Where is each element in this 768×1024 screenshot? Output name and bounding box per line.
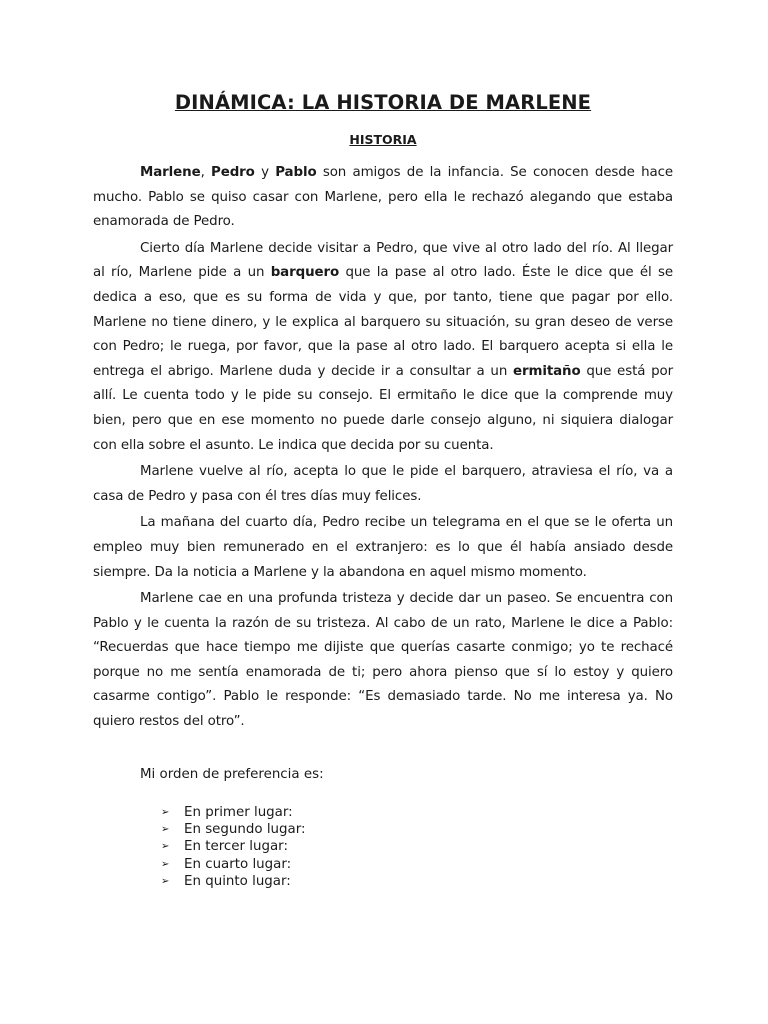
paragraph-1 [93, 161, 673, 235]
text-sep-1: , [200, 165, 211, 180]
preference-intro: Mi orden de preferencia es: [140, 766, 324, 782]
preference-list [161, 804, 673, 891]
preference-item [161, 804, 673, 821]
document-title: DINÁMICA: LA HISTORIA DE MARLENE [174, 91, 592, 114]
paragraph-2-text-a: Cierto día Marlene decide visitar a Pedro, que vive al otro lado del río. Al llegar al río, Marlene pide a un [93, 240, 673, 281]
arrow-bullet-icon: ➢ [161, 858, 170, 870]
section-heading: HISTORIA [349, 132, 417, 147]
document-page [93, 88, 673, 891]
preference-label: En tercer lugar: [184, 839, 288, 855]
preference-item [161, 838, 673, 855]
term-ermitano: ermitaño [512, 363, 581, 379]
arrow-bullet-icon: ➢ [161, 841, 170, 853]
name-marlene: Marlene [140, 165, 201, 180]
paragraph-3: Marlene vuelve al río, acepta lo que le pide el barquero, atraviesa el río, va a casa de Pedro y pasa con él tres días muy felices. [93, 464, 673, 504]
preference-item [161, 856, 673, 873]
text-sep-2: y [254, 165, 276, 180]
paragraph-1-text: son amigos de la infancia. Se conocen desde hace mucho. Pablo se quiso casar con Marlene, pero ella le rechazó alegando que estaba enamorada de Pedro. [93, 165, 673, 230]
arrow-bullet-icon: ➢ [161, 806, 170, 818]
arrow-bullet-icon: ➢ [161, 876, 170, 888]
preference-label: En segundo lugar: [184, 822, 306, 838]
preference-label: En primer lugar: [184, 804, 293, 820]
arrow-bullet-icon: ➢ [161, 824, 170, 836]
term-barquero: barquero [270, 265, 340, 281]
paragraph-5: Marlene cae en una profunda tristeza y decide dar un paseo. Se encuentra con Pablo y le cuenta la razón de su tristeza. Al cabo de un rato, Marlene le dice a Pablo: “Recuerdas que hace tiempo me dijiste que querías casarte conmigo; yo te rechacé porque no me sentía enamorada de ti; pero ahora pienso que sí lo estoy y quiero casarme contigo”. Pablo le responde: “Es demasiado tarde. No me interesa ya. No quiero restos del otro”. [93, 591, 673, 730]
paragraph-2 [93, 237, 673, 458]
preference-item [161, 821, 673, 838]
paragraph-2-text-c: que está por allí. Le cuenta todo y le pide su consejo. El ermitaño le dice que la comprende muy bien, pero que en ese momento no puede darle consejo alguno, ni siquiera dialogar con ella sobre el asunto. Le indica que decida por su cuenta. [93, 363, 673, 453]
preference-label: En quinto lugar: [184, 874, 291, 890]
preference-item [161, 873, 673, 890]
paragraph-4: La mañana del cuarto día, Pedro recibe un telegrama en el que se le oferta un empleo muy bien remunerado en el extranjero: es lo que él había ansiado desde siempre. Da la noticia a Marlene y la abandona en aquel mismo momento. [93, 515, 673, 580]
name-pedro: Pedro [211, 165, 255, 180]
paragraph-2-text-b: que la pase al otro lado. Éste le dice que él se dedica a eso, que es su forma de vida y que, por tanto, tiene que pagar por ello. Marlene no tiene dinero, y le explica al barquero su situación, su gran deseo de verse con Pedro; le ruega, por favor, que la pase al otro lado. El barquero acepta si ella le entrega el abrigo. Marlene duda y decide ir a consultar a un [93, 265, 673, 379]
name-pablo: Pablo [275, 165, 317, 180]
preference-label: En cuarto lugar: [184, 856, 292, 872]
